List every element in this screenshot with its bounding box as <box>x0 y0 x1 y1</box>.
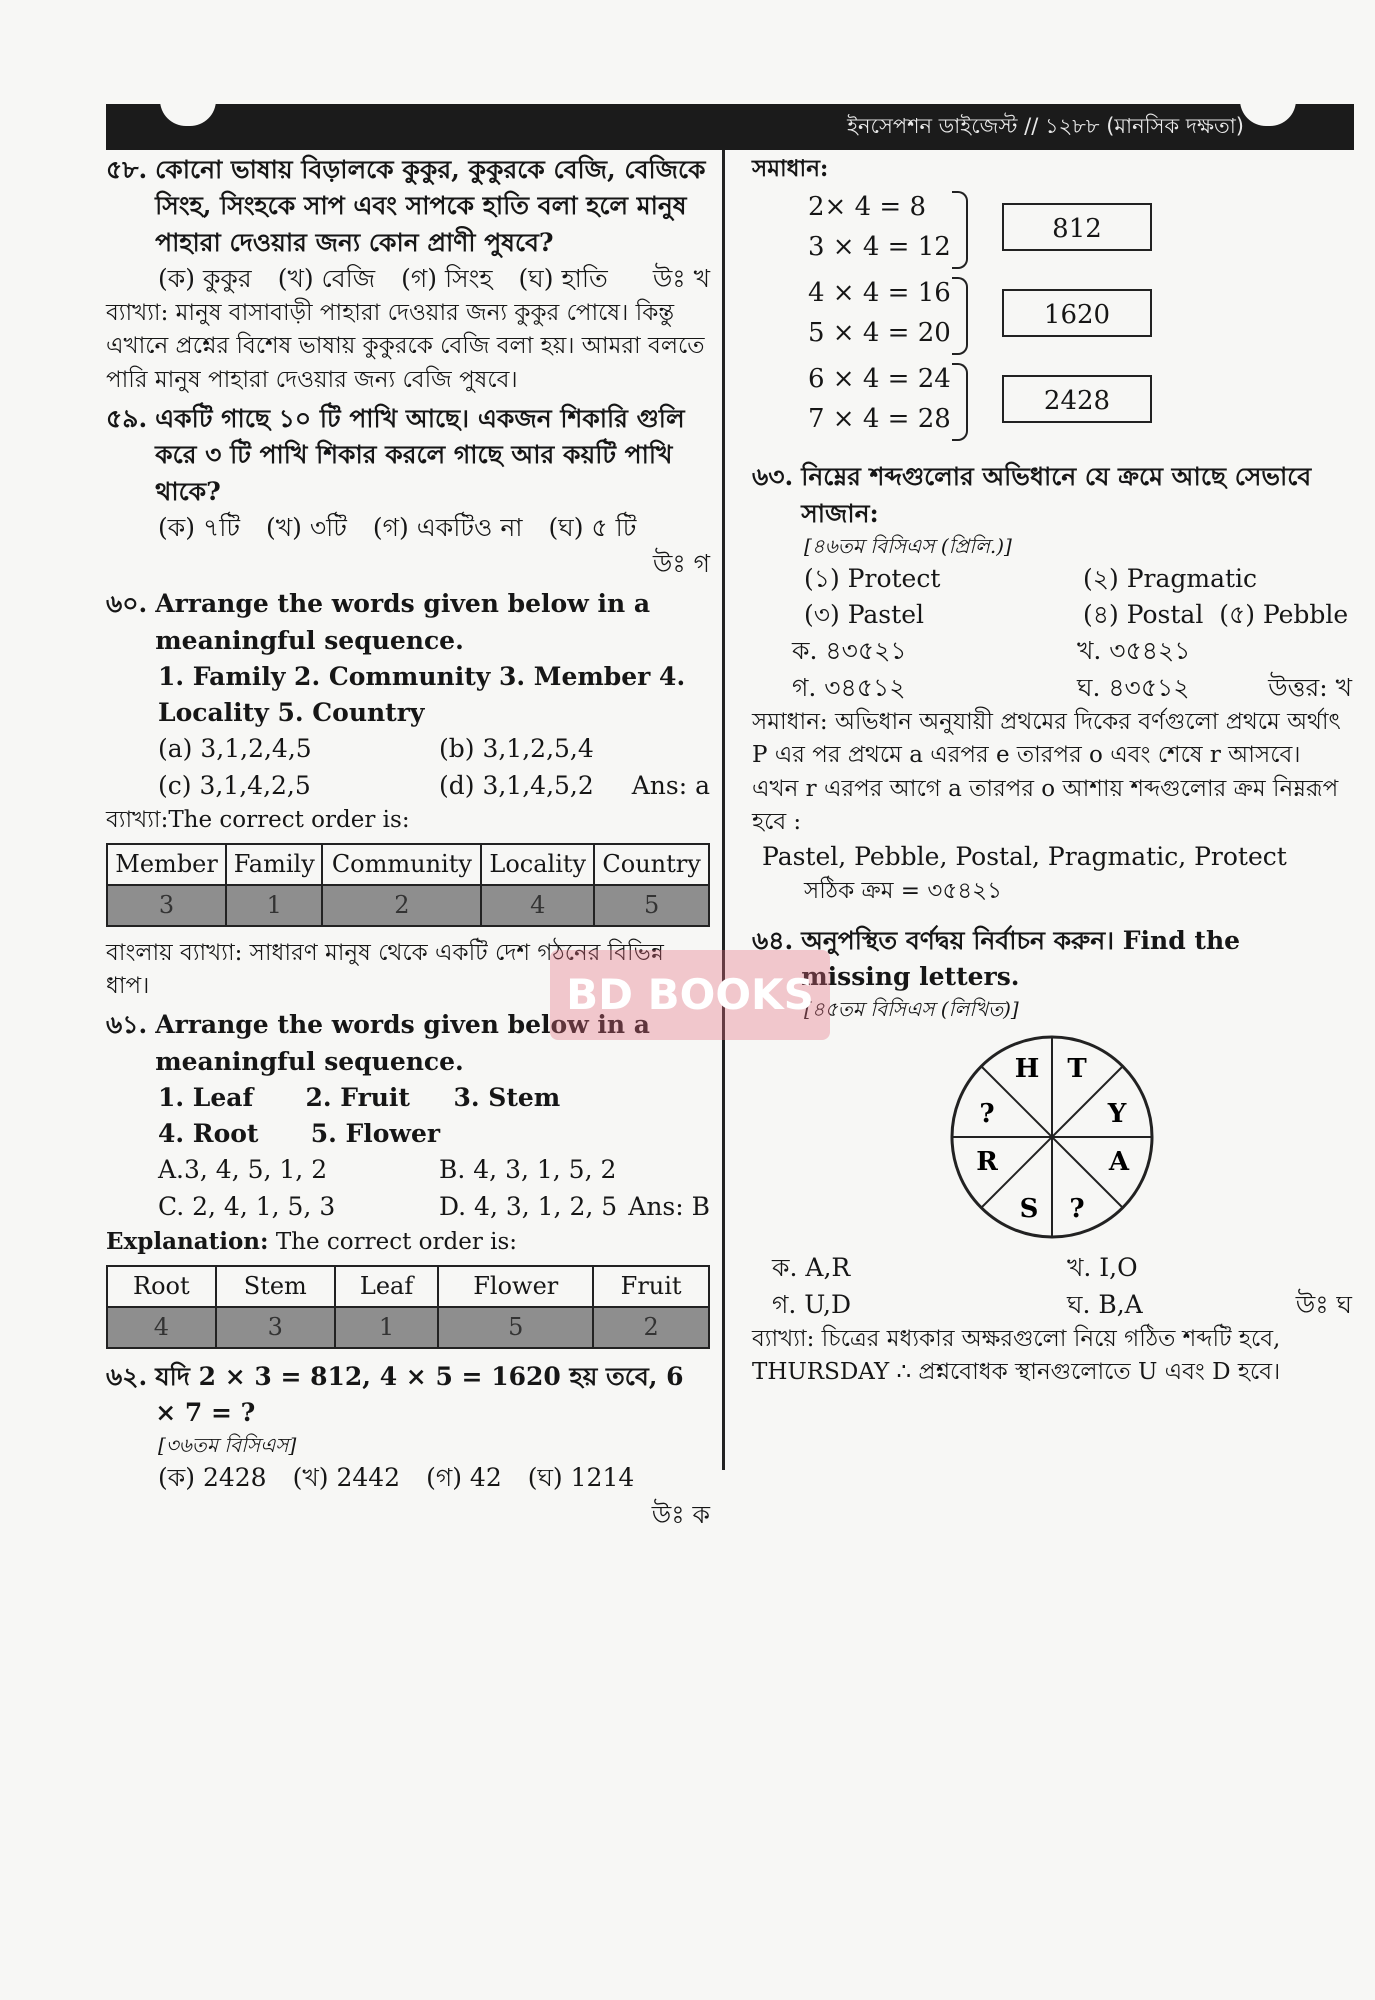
order-table <box>106 843 710 927</box>
option: (গ) সিংহ <box>401 263 493 293</box>
explanation: ব্যাখ্যা:The correct order is: <box>106 806 410 833</box>
options <box>106 261 710 297</box>
question-number: ৬১. <box>106 1010 148 1040</box>
right-column <box>752 152 1352 1394</box>
question-62 <box>106 1359 710 1533</box>
question-text: যদি 2 × 3 = 812, 4 × 5 = 1620 হয় তবে, 6 × 7 = ? <box>155 1361 684 1428</box>
word-list: 1. Family 2. Community 3. Member 4. Locality 5. Country <box>158 661 686 728</box>
option: গ. U,D <box>772 1289 852 1319</box>
wheel-letter: Y <box>1107 1099 1127 1130</box>
table-cell: 3 <box>107 885 226 926</box>
option: (গ) 42 <box>426 1463 502 1493</box>
options <box>106 1460 710 1533</box>
question-text: নিম্নের শব্দগুলোর অভিধানে যে ক্রমে আছে সেভাবে সাজান: <box>801 462 1312 528</box>
letter-wheel <box>947 1032 1157 1242</box>
options <box>106 1152 710 1225</box>
answer: উঃ ক <box>651 1499 710 1529</box>
result-box: 2428 <box>1002 375 1152 423</box>
question-63 <box>752 459 1352 908</box>
option: (ক) কুকুর <box>158 263 252 293</box>
calc-line: 6 × 4 = 24 <box>808 364 951 395</box>
explanation-label: Explanation: <box>106 1227 269 1255</box>
calc-line: 7 × 4 = 28 <box>808 404 951 435</box>
option: B. 4, 3, 1, 5, 2 <box>439 1155 617 1185</box>
calc-line: 4 × 4 = 16 <box>808 278 951 309</box>
option: (খ) 2442 <box>292 1463 401 1493</box>
wheel-letter: A <box>1108 1147 1130 1178</box>
page-header <box>106 104 1354 150</box>
option: (গ) একটিও না <box>372 512 523 542</box>
table-cell: 2 <box>593 1307 709 1348</box>
question-59 <box>106 401 710 582</box>
word-item: (৩) Pastel <box>804 600 924 630</box>
option: C. 2, 4, 1, 5, 3 <box>158 1191 336 1221</box>
table-cell: Country <box>594 844 709 885</box>
options <box>752 1250 1352 1323</box>
options <box>106 510 710 583</box>
question-text: অনুপস্থিত বর্ণদ্বয় নির্বাচন করুন। Find the missing letters. <box>801 925 1241 992</box>
order-table <box>106 1265 710 1349</box>
sorted-words: Pastel, Pebble, Postal, Pragmatic, Protect <box>762 842 1287 872</box>
brace <box>952 191 968 269</box>
option: (d) 3,1,4,5,2 <box>439 770 594 800</box>
word-item: (৫) Pebble <box>1219 600 1349 630</box>
result-box: 812 <box>1002 203 1152 251</box>
table-cell: 5 <box>594 885 709 926</box>
table-cell: 3 <box>216 1307 335 1348</box>
option: (ক) 2428 <box>158 1463 267 1493</box>
wheel-letter: T <box>1067 1054 1087 1085</box>
option: খ. ৩৫৪২১ <box>1077 636 1191 666</box>
table-cell: Community <box>322 844 481 885</box>
option: A.3, 4, 5, 1, 2 <box>158 1155 328 1185</box>
table-cell: Locality <box>481 844 594 885</box>
question-number: ৫৮. <box>106 155 148 184</box>
table-cell: 4 <box>481 885 594 926</box>
calc-line: 5 × 4 = 20 <box>808 318 951 349</box>
calc-line: 3 × 4 = 12 <box>808 232 951 263</box>
option: খ. I,O <box>1067 1253 1138 1283</box>
table-cell: Root <box>107 1266 216 1307</box>
table-cell: Fruit <box>593 1266 709 1307</box>
table-cell: Leaf <box>335 1266 438 1307</box>
question-61 <box>106 1007 710 1348</box>
option: (খ) ৩টি <box>265 512 347 542</box>
options <box>752 633 1352 706</box>
source-tag: [৪৬তম বিসিএস (প্রিলি.)] <box>804 533 1012 558</box>
table-cell: 5 <box>438 1307 593 1348</box>
answer: উঃ খ <box>652 263 710 293</box>
explanation: সমাধান: অভিধান অনুযায়ী প্রথমের দিকের বর্ণগুলো প্রথমে অর্থাৎ P এর পর প্রথমে a এরপর e তারপর o এবং শেষে r আসবে। এখন r এরপর আগে a তারপর o আশায় শব্দগুলোর ক্রম নিম্নরূপ হবে : <box>752 708 1341 835</box>
word-item: (১) Protect <box>804 563 941 593</box>
table-cell: 4 <box>107 1307 216 1348</box>
option: (b) 3,1,2,5,4 <box>439 734 594 764</box>
source-tag: [৪৫তম বিসিএস (লিখিত)] <box>804 997 1019 1022</box>
question-text: কোনো ভাষায় বিড়ালকে কুকুর, কুকুরকে বেজি, বেজিকে সিংহ, সিংহকে সাপ এবং সাপকে হাতি বলা হলে মানুষ পাহারা দেওয়ার জন্য কোন প্রাণী পুষবে? <box>155 155 706 257</box>
option: ঘ. ৪৩৫১২ <box>1077 672 1190 702</box>
answer: উত্তর: খ <box>1268 672 1352 702</box>
column-divider <box>722 150 725 1470</box>
option: (c) 3,1,4,2,5 <box>158 770 311 800</box>
wheel-letter: H <box>1014 1054 1040 1085</box>
wheel-letter: ? <box>979 1099 995 1130</box>
option: (ক) ৭টি <box>158 512 240 542</box>
word-list: 4. Root 5. Flower <box>158 1119 441 1149</box>
option: ঘ. B,A <box>1067 1289 1143 1319</box>
solution-label: সমাধান: <box>752 155 829 182</box>
option: ক. ৪৩৫২১ <box>792 636 907 666</box>
option: (a) 3,1,2,4,5 <box>158 734 312 764</box>
watermark-logo: BD BOOKS <box>550 950 830 1040</box>
table-cell: Stem <box>216 1266 335 1307</box>
brace <box>952 277 968 355</box>
question-number: ৬২. <box>106 1361 148 1391</box>
table-cell: Flower <box>438 1266 593 1307</box>
wheel-letter: R <box>976 1147 998 1178</box>
correct-order: সঠিক ক্রম = ৩৫৪২১ <box>804 878 1003 905</box>
word-item: (৪) Postal <box>1083 600 1204 630</box>
calculation-block <box>752 189 1352 449</box>
header-title: ইনসেপশন ডাইজেস্ট // ১২৮৮ (মানসিক দক্ষতা) <box>847 113 1244 138</box>
question-58 <box>106 152 710 397</box>
question-number: ৬৩. <box>752 462 794 492</box>
question-number: ৬০. <box>106 589 148 619</box>
word-list: 1. Leaf 2. Fruit 3. Stem <box>158 1082 561 1112</box>
explanation: The correct order is: <box>275 1228 518 1255</box>
left-column <box>106 152 710 1537</box>
answer: Ans: B <box>628 1191 710 1221</box>
result-box: 1620 <box>1002 289 1152 337</box>
wheel-letter: ? <box>1069 1194 1085 1225</box>
question-60 <box>106 586 710 1003</box>
question-text: একটি গাছে ১০ টি পাখি আছে। একজন শিকারি গুলি করে ৩ টি পাখি শিকার করলে গাছে আর কয়টি পাখি থাকে? <box>155 404 685 506</box>
option: গ. ৩৪৫১২ <box>792 672 906 702</box>
question-64 <box>752 923 1352 1390</box>
wheel-letter: S <box>1019 1194 1039 1225</box>
option: (ঘ) ৫ টি <box>548 512 637 542</box>
option: (ঘ) হাতি <box>518 263 608 293</box>
explanation: ব্যাখ্যা: মানুষ বাসাবাড়ী পাহারা দেওয়ার জন্য কুকুর পোষে। কিন্তু এখানে প্রশ্নের বিশেষ ভাষায় কুকুরকে বেজি বলা হয়। আমরা বলতে পারি মানুষ পাহারা দেওয়ার জন্য বেজি পুষবে। <box>106 300 705 393</box>
table-cell: Member <box>107 844 226 885</box>
bangla-note: বাংলায় ব্যাখ্যা: সাধারণ মানুষ থেকে একটি দেশ গঠনের বিভিন্ন ধাপ। <box>106 939 664 1000</box>
table-cell: 1 <box>226 885 322 926</box>
option: (ঘ) 1214 <box>527 1463 635 1493</box>
word-options <box>752 561 1352 634</box>
question-text: Arrange the words given below in a meaningful sequence. <box>155 1010 650 1076</box>
answer: উঃ গ <box>652 549 710 579</box>
question-text: Arrange the words given below in a meaningful sequence. <box>155 589 651 655</box>
answer: উঃ ঘ <box>1295 1289 1352 1319</box>
answer: Ans: a <box>631 770 710 800</box>
option: ক. A,R <box>772 1253 851 1283</box>
calc-line: 2× 4 = 8 <box>808 192 926 223</box>
source-tag: [৩৬তম বিসিএস] <box>158 1433 297 1458</box>
explanation: ব্যাখ্যা: চিত্রের মধ্যকার অক্ষরগুলো নিয়ে গঠিত শব্দটি হবে, THURSDAY ∴ প্রশ্নবোধক স্থানগুলোতে U এবং D হবে। <box>752 1325 1281 1386</box>
options <box>106 731 710 804</box>
option: D. 4, 3, 1, 2, 5 <box>439 1191 618 1221</box>
table-cell: 1 <box>335 1307 438 1348</box>
table-cell: Family <box>226 844 322 885</box>
option: (খ) বেজি <box>277 263 376 293</box>
table-cell: 2 <box>322 885 481 926</box>
question-number: ৫৯. <box>106 404 148 434</box>
brace <box>952 363 968 441</box>
word-item: (২) Pragmatic <box>1083 563 1258 593</box>
question-number: ৬৪. <box>752 925 794 955</box>
